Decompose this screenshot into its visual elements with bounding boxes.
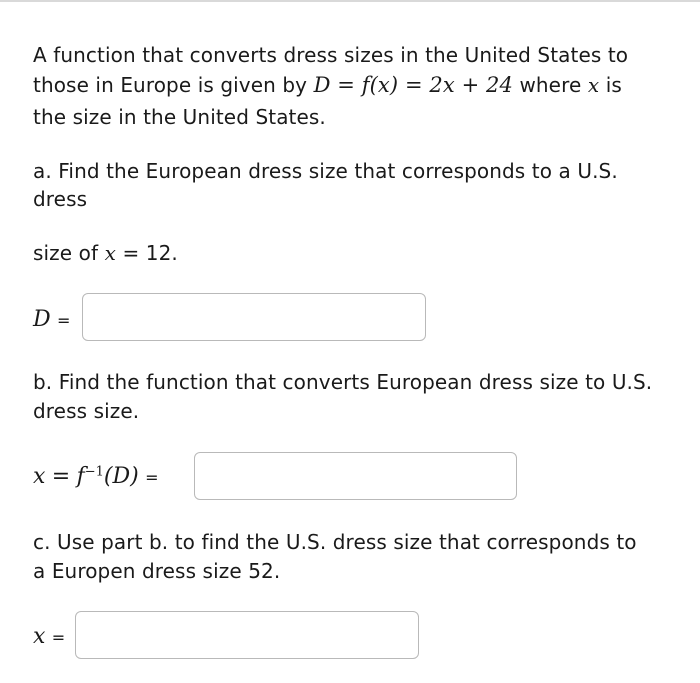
part-c-answer-input[interactable]	[75, 611, 419, 659]
part-c-text-2: a Europen dress size 52.	[33, 559, 281, 583]
part-a-size-var: x	[104, 241, 116, 265]
intro-line-3	[33, 102, 326, 132]
part-a-text-2: dress	[33, 187, 88, 211]
part-b-text-2: dress size.	[33, 399, 140, 423]
part-a-size-value: = 12.	[122, 241, 178, 265]
part-b-label-arg: (D)	[103, 464, 139, 489]
part-b-label-eq2: =	[145, 468, 159, 487]
part-a-size-prefix: size of	[33, 241, 99, 265]
part-b-answer-label	[33, 461, 158, 493]
intro-line-1	[33, 40, 628, 70]
part-b-text-1: b. Find the function that converts European dress size to U.S.	[33, 370, 653, 394]
part-a-label-eq: =	[57, 311, 71, 330]
part-b-label-inverse: −1	[84, 464, 104, 480]
intro-text-2c: is	[605, 73, 622, 97]
part-b-question-line-2	[33, 396, 139, 426]
part-a-question-line-1	[33, 156, 618, 186]
part-b-question-line-1	[33, 367, 652, 397]
intro-text-3: the size in the United States.	[33, 105, 326, 129]
part-c-label-eq: =	[51, 628, 66, 647]
part-c-question-line-1	[33, 527, 637, 557]
part-b-label-f: f	[76, 464, 85, 489]
part-c-label-var: x	[33, 624, 46, 649]
part-a-answer-input[interactable]	[82, 293, 426, 341]
part-c-text-1: c. Use part b. to find the U.S. dress size that corresponds to	[33, 530, 637, 554]
part-a-answer-label	[33, 304, 70, 336]
part-c-question-line-2	[33, 556, 280, 586]
part-a-question-line-2	[33, 184, 87, 214]
intro-text-2a: those in Europe is given by	[33, 73, 308, 97]
part-a-size-line	[33, 238, 178, 268]
part-b-label-eq1: =	[51, 464, 71, 489]
variable-x: x	[587, 73, 600, 97]
intro-text-2b: where	[519, 73, 582, 97]
intro-line-2	[33, 70, 622, 100]
part-a-text-1: a. Find the European dress size that corresponds to a U.S.	[33, 159, 618, 183]
function-formula: D = f(x) = 2x + 24	[313, 73, 513, 97]
top-divider	[0, 0, 700, 2]
part-c-answer-label	[33, 621, 65, 653]
part-b-label-x: x	[33, 464, 46, 489]
part-b-answer-input[interactable]	[194, 452, 517, 500]
part-a-label-var: D	[33, 307, 51, 332]
intro-text-1: A function that converts dress sizes in the United States to	[33, 43, 629, 67]
